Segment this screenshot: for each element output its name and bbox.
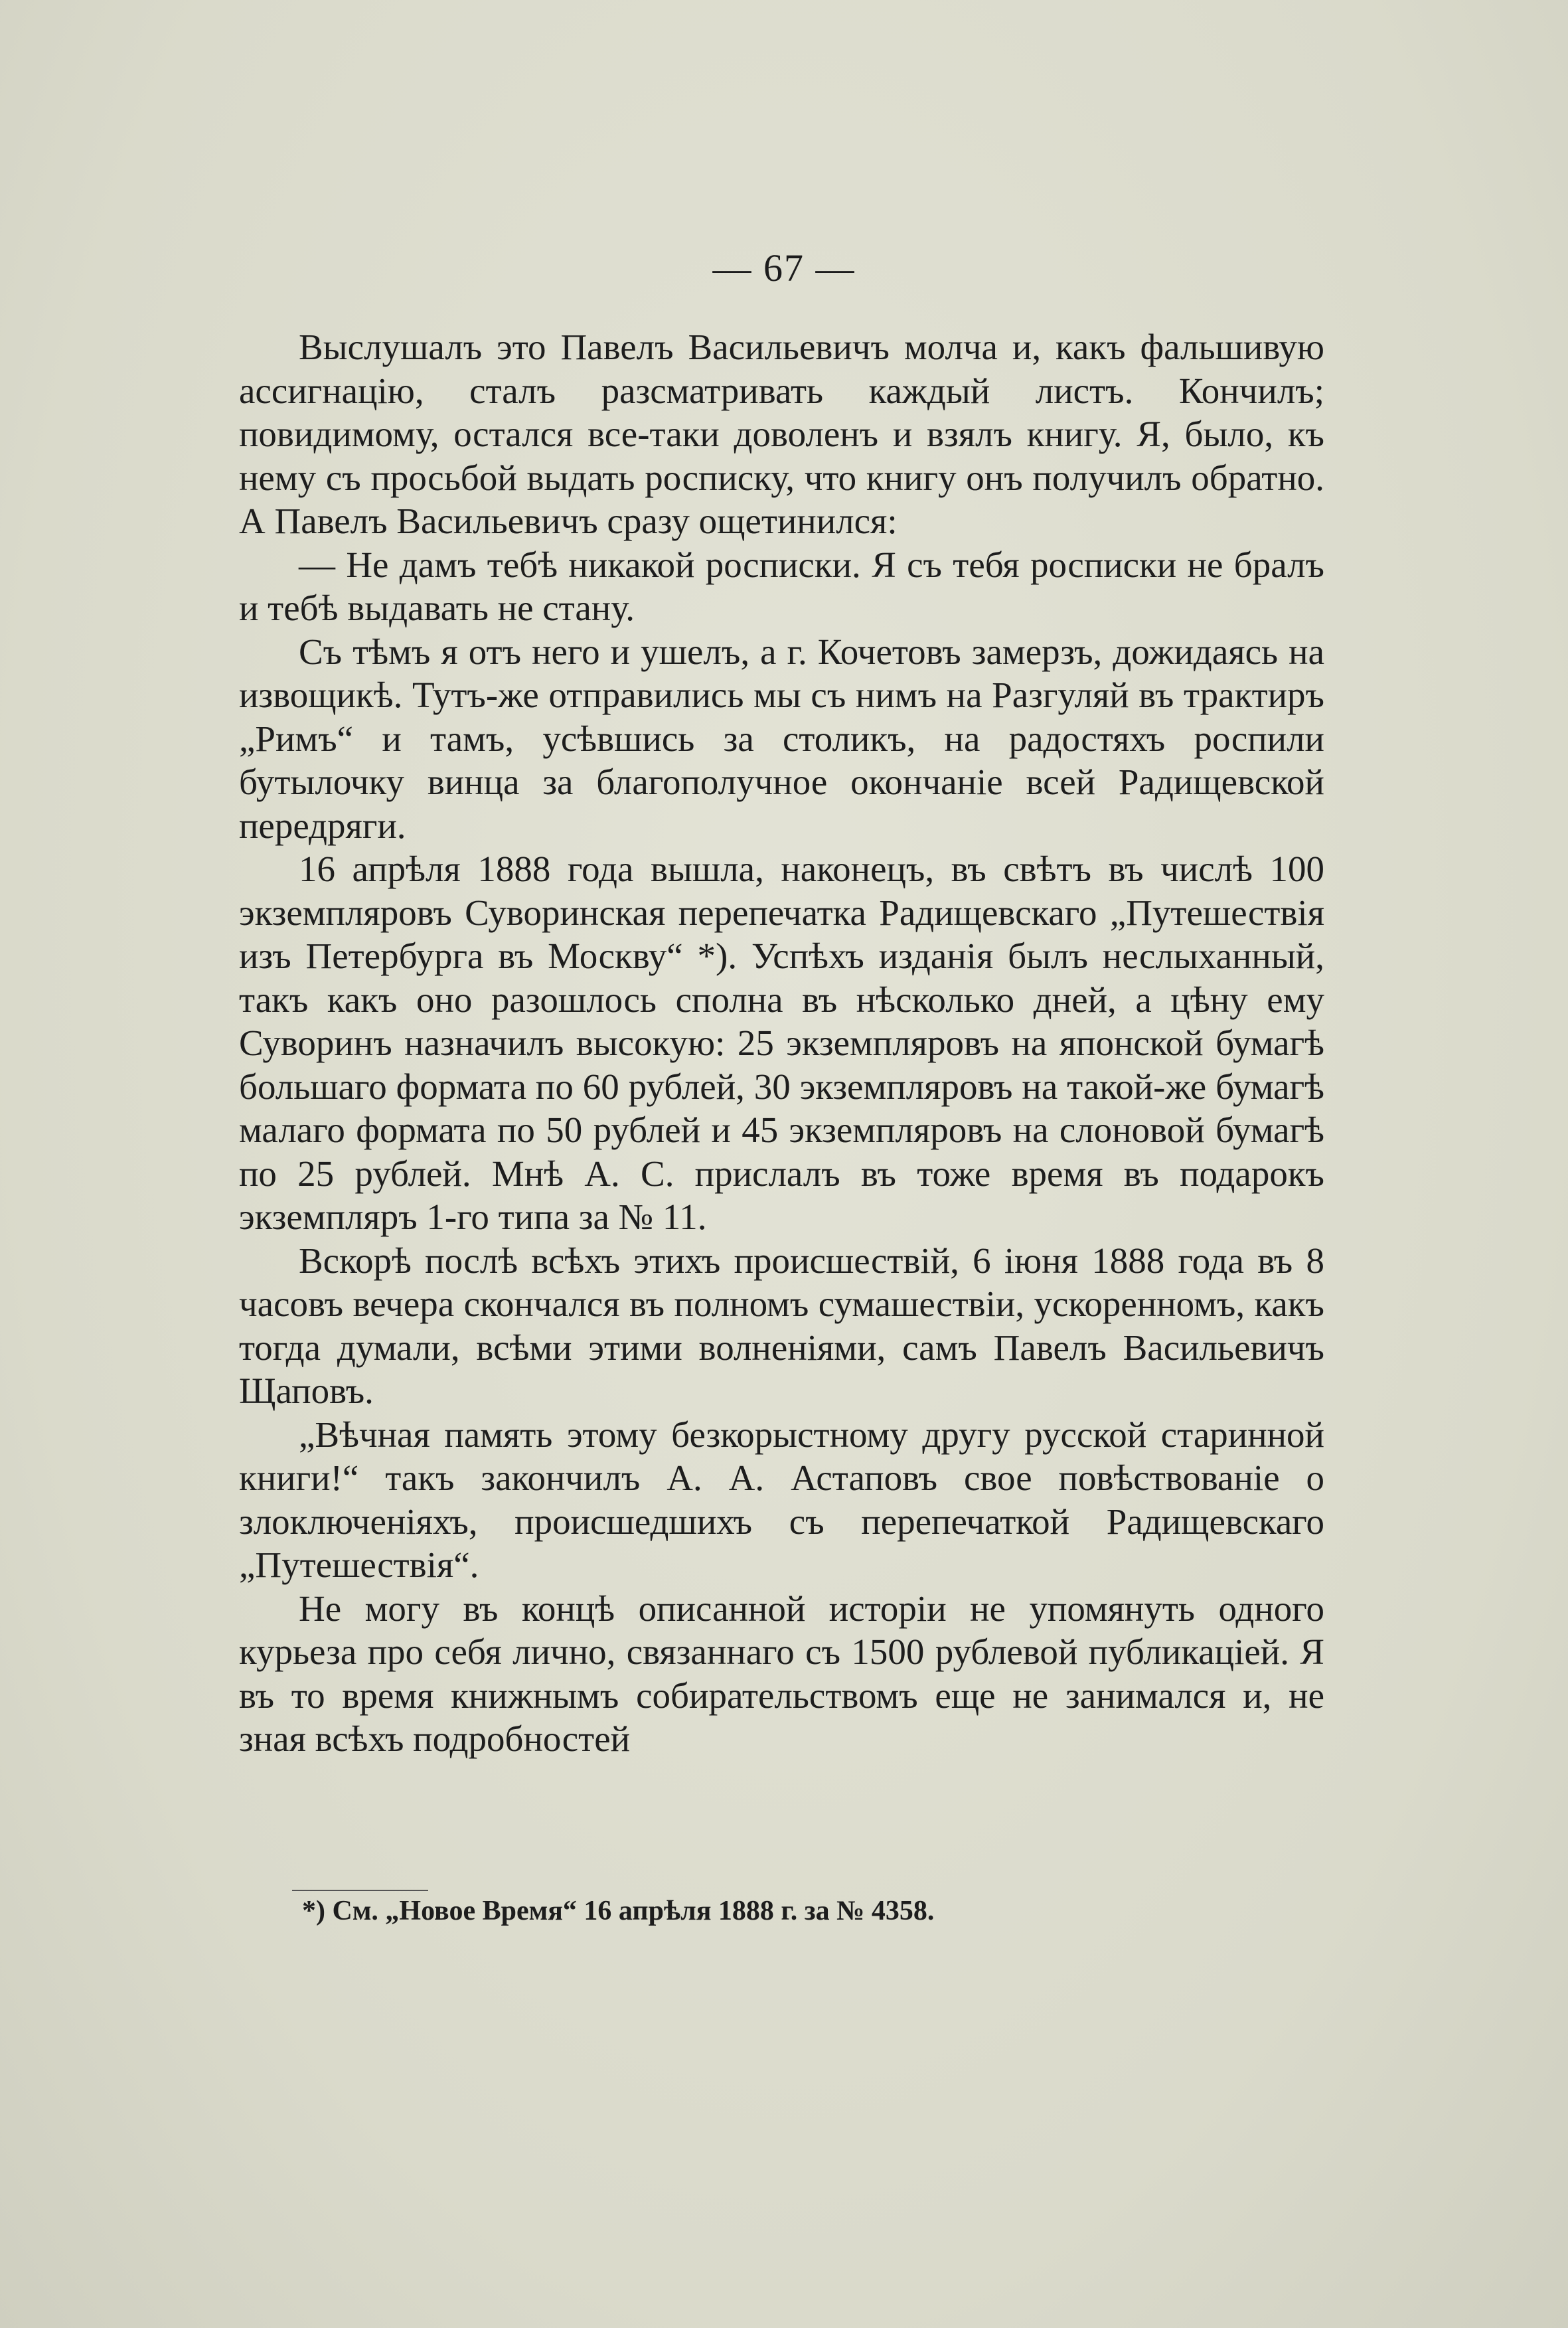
- paragraph: „Вѣчная память этому безкорыстному другу русской старинной книги!“ такъ закончилъ А. А. Астаповъ свое повѣствованіе о злоключеніяхъ, происшедшихъ съ перепечаткой Радищевскаго „Путешествія“.: [239, 1414, 1324, 1585]
- footnote-divider: [292, 1890, 428, 1891]
- paragraph: Вскорѣ послѣ всѣхъ этихъ происшествій, 6 іюня 1888 года въ 8 часовъ вечера скончался въ полномъ сумашествіи, ускоренномъ, какъ тогда думали, всѣми этими волненіями, самъ Павелъ Васильевичъ Щаповъ.: [239, 1240, 1324, 1411]
- body-text: [239, 325, 1324, 1761]
- page-number: — 67 —: [712, 246, 856, 290]
- paragraph: Выслушалъ это Павелъ Васильевичъ молча и, какъ фальшивую ассигнацію, сталъ разсматривать каждый листъ. Кончилъ; повидимому, остался все-таки доволенъ и взялъ книгу. Я, было, къ нему съ просьбой выдать росписку, что книгу онъ получилъ обратно. А Павелъ Васильевичъ сразу ощетинился:: [239, 327, 1324, 541]
- paragraph: 16 апрѣля 1888 года вышла, наконецъ, въ свѣтъ въ числѣ 100 экземпляровъ Суворинская перепечатка Радищевскаго „Путешествія изъ Петербурга въ Москву“ *). Успѣхъ изданія былъ неслыханный, такъ какъ оно разошлось сполна въ нѣсколько дней, а цѣну ему Суворинъ назначилъ высокую: 25 экземпляровъ на японской бумагѣ большаго формата по 60 рублей, 30 экземпляровъ на такой-же бумагѣ малаго формата по 50 рублей и 45 экземпляровъ на слоновой бумагѣ по 25 рублей. Мнѣ А. С. прислалъ въ тоже время въ подарокъ экземпляръ 1-го типа за № 11.: [239, 849, 1324, 1237]
- paragraph: Не могу въ концѣ описанной исторіи не упомянуть одного курьеза про себя лично, связаннаго съ 1500 рублевой публикаціей. Я въ то время книжнымъ собирательствомъ еще не занимался и, не зная всѣхъ подробностей: [239, 1588, 1324, 1759]
- paragraph: Съ тѣмъ я отъ него и ушелъ, а г. Кочетовъ замерзъ, дожидаясь на извощикѣ. Тутъ-же отправились мы съ нимъ на Разгуляй въ трактиръ „Римъ“ и тамъ, усѣвшись за столикъ, на радостяхъ роспили бутылочку винца за благополучное окончаніе всей Радищевской передряги.: [239, 631, 1324, 846]
- footnote: *) См. „Новое Время“ 16 апрѣля 1888 г. за № 4358.: [302, 1896, 935, 1926]
- paragraph: — Не дамъ тебѣ никакой росписки. Я съ тебя росписки не бралъ и тебѣ выдавать не стану.: [239, 544, 1324, 628]
